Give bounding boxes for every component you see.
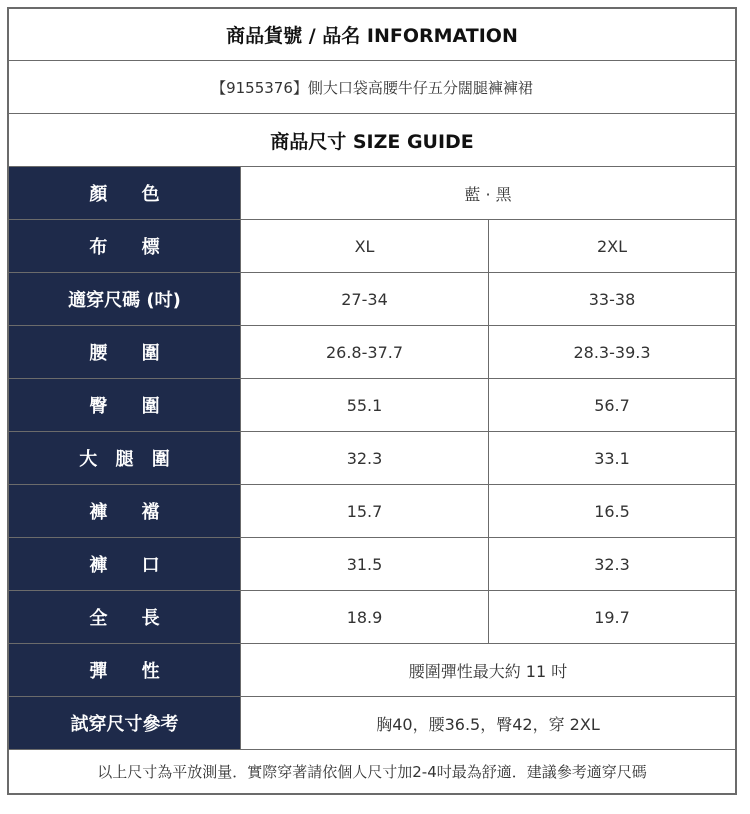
row-value-waist-xl: 26.8-37.7	[241, 326, 489, 378]
row-value-leg-opening-2xl: 32.3	[594, 554, 630, 574]
row-label-waist: 腰 圍	[9, 326, 241, 378]
size-header-row	[9, 114, 735, 167]
size-row-tag	[9, 220, 735, 273]
row-label-hip: 臀 圍	[9, 379, 241, 431]
size-row-try-on	[9, 697, 735, 750]
size-row-leg-opening	[9, 538, 735, 591]
size-row-hip	[9, 379, 735, 432]
row-value-color: 藍 · 黑	[464, 184, 512, 204]
size-row-thigh	[9, 432, 735, 485]
row-value-thigh-2xl: 33.1	[594, 448, 630, 468]
footer-note: 以上尺寸為平放測量．實際穿著請依個人尺寸加2-4吋最為舒適．建議參考適穿尺碼	[97, 763, 647, 781]
row-label-thigh: 大 腿 圍	[9, 432, 241, 484]
size-row-waist	[9, 326, 735, 379]
size-row-fit	[9, 273, 735, 326]
info-header-row	[9, 9, 735, 61]
row-value-waist-2xl: 28.3-39.3	[573, 342, 651, 362]
product-name-row	[9, 61, 735, 114]
row-value-leg-opening-xl: 31.5	[241, 538, 489, 590]
row-value-length-2xl: 19.7	[594, 607, 630, 627]
row-value-tag-2xl: 2XL	[596, 236, 628, 256]
row-label-color: 顏 色	[9, 167, 241, 219]
row-value-tag-xl: XL	[241, 220, 489, 272]
row-value-rise-2xl: 16.5	[594, 501, 630, 521]
size-guide-sheet	[7, 7, 737, 795]
size-row-color	[9, 167, 735, 220]
row-value-elasticity: 腰圍彈性最大約 11 吋	[408, 661, 568, 681]
row-value-thigh-xl: 32.3	[241, 432, 489, 484]
row-label-fit: 適穿尺碼 (吋)	[9, 273, 241, 325]
row-label-leg-opening: 褲 口	[9, 538, 241, 590]
size-title: 商品尺寸 SIZE GUIDE	[270, 130, 474, 153]
size-row-rise	[9, 485, 735, 538]
row-value-hip-2xl: 56.7	[594, 395, 630, 415]
size-row-length	[9, 591, 735, 644]
product-name: 【9155376】側大口袋高腰牛仔五分闊腿褲褲裙	[211, 78, 533, 97]
row-label-rise: 褲 襠	[9, 485, 241, 537]
row-label-length: 全 長	[9, 591, 241, 643]
row-value-length-xl: 18.9	[241, 591, 489, 643]
row-value-rise-xl: 15.7	[241, 485, 489, 537]
row-value-fit-2xl: 33-38	[588, 289, 636, 309]
footer-row	[9, 750, 735, 793]
row-value-hip-xl: 55.1	[241, 379, 489, 431]
info-title: 商品貨號 / 品名 INFORMATION	[226, 25, 518, 47]
size-row-elasticity	[9, 644, 735, 697]
row-value-try-on: 胸40，腰36.5，臀42，穿 2XL	[376, 714, 600, 734]
row-label-try-on: 試穿尺寸參考	[9, 697, 241, 749]
row-label-tag: 布 標	[9, 220, 241, 272]
row-value-fit-xl: 27-34	[241, 273, 489, 325]
row-label-elasticity: 彈 性	[9, 644, 241, 696]
